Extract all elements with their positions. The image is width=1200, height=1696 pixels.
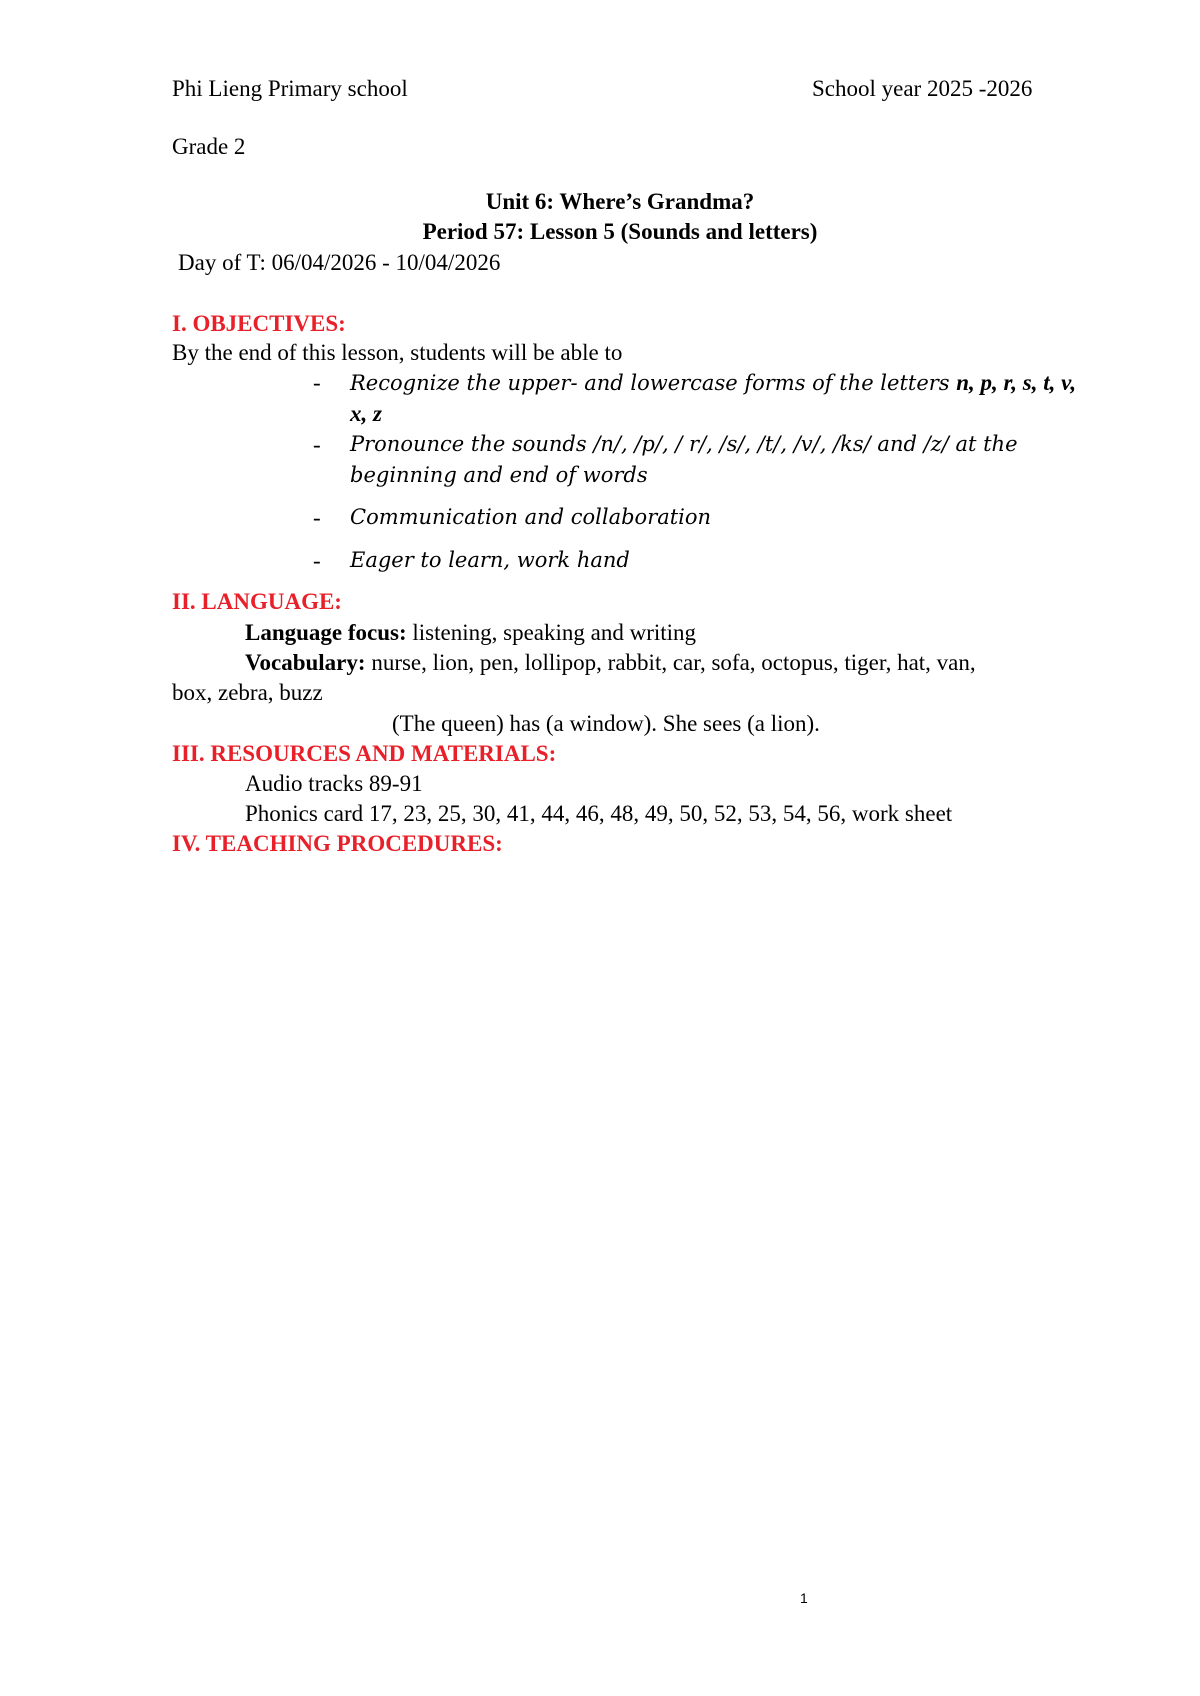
day-of-teaching: Day of T: 06/04/2026 - 10/04/2026 xyxy=(178,250,501,275)
language-focus-label: Language focus: xyxy=(245,620,407,645)
bullet-dash: - xyxy=(313,505,321,530)
vocabulary-label: Vocabulary: xyxy=(245,650,366,675)
sentence-pattern: (The queen) has (a window). She sees (a lion). xyxy=(392,711,820,736)
objective-letters: n, p, r, s, t, v, xyxy=(956,370,1077,395)
objective-text: Recognize the upper- and lowercase forms of the letters n, p, r, s, t, v, xyxy=(350,370,1077,395)
language-focus-value: listening, speaking and writing xyxy=(406,620,697,645)
school-year: School year 2025 -2026 xyxy=(812,76,1033,101)
objective-text: Communication and collaboration xyxy=(350,505,712,529)
vocabulary-value: nurse, lion, pen, lollipop, rabbit, car, sofa, octopus, tiger, hat, van, xyxy=(365,650,976,675)
objective-text-cont: beginning and end of words xyxy=(350,463,648,487)
page-number: 1 xyxy=(800,1590,808,1606)
resources-heading: III. RESOURCES AND MATERIALS: xyxy=(172,741,557,766)
period-title: Period 57: Lesson 5 (Sounds and letters) xyxy=(422,219,818,244)
unit-title: Unit 6: Where’s Grandma? xyxy=(485,189,755,214)
bullet-dash: - xyxy=(313,370,321,395)
language-focus xyxy=(245,620,696,646)
vocabulary xyxy=(245,650,976,676)
school-name: Phi Lieng Primary school xyxy=(172,76,408,101)
vocabulary-cont: box, zebra, buzz xyxy=(172,680,323,705)
objective-text-cont: x, z xyxy=(350,401,382,426)
phonics-cards: Phonics card 17, 23, 25, 30, 41, 44, 46, 48, 49, 50, 52, 53, 54, 56, work sheet xyxy=(245,801,953,826)
procedures-heading: IV. TEACHING PROCEDURES: xyxy=(172,831,503,856)
objectives-heading: I. OBJECTIVES: xyxy=(172,311,346,336)
language-heading: II. LANGUAGE: xyxy=(172,589,342,614)
audio-tracks: Audio tracks 89-91 xyxy=(245,771,423,796)
objective-text: Eager to learn, work hand xyxy=(350,548,630,572)
objectives-intro: By the end of this lesson, students will be able to xyxy=(172,340,623,365)
grade-label: Grade 2 xyxy=(172,134,246,159)
bullet-dash: - xyxy=(313,548,321,573)
objective-text: Pronounce the sounds /n/, /p/, / r/, /s/, /t/, /v/, /ks/ and /z/ at the xyxy=(350,432,1018,456)
bullet-dash: - xyxy=(313,432,321,457)
